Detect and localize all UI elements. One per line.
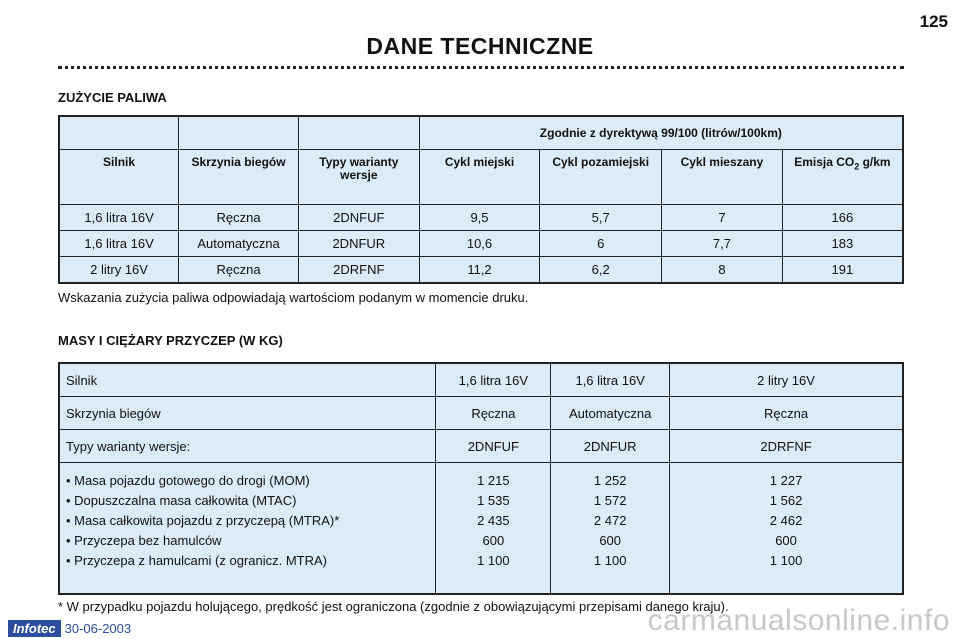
row-label-gearbox: Skrzynia biegów: [59, 397, 436, 430]
list-item: • Dopuszczalna masa całkowita (MTAC): [66, 491, 435, 511]
cell: 2DRFNF: [298, 257, 419, 284]
row-label-variants: Typy warianty wersje:: [59, 430, 436, 463]
cell: 1,6 litra 16V: [59, 205, 179, 231]
cell: 2DNFUR: [551, 430, 670, 463]
cell: 10,6: [419, 231, 540, 257]
cell: 5,7: [540, 205, 662, 231]
cell: 166: [782, 205, 903, 231]
footer-brand: [8, 620, 131, 637]
page-number: 125: [919, 12, 948, 31]
mass-values-col1: 1 215 1 535 2 435 600 1 100: [436, 463, 551, 595]
masses-table: [58, 362, 904, 595]
cell: 2DRFNF: [670, 430, 903, 463]
cell: 2 litry 16V: [59, 257, 179, 284]
directive-group-header: Zgodnie z dyrektywą 99/100 (litrów/100km): [419, 116, 903, 150]
cell: 2 litry 16V: [670, 363, 903, 397]
mass-values-col3: 1 227 1 562 2 462 600 1 100: [670, 463, 903, 595]
cell: 2DNFUF: [436, 430, 551, 463]
col-header-extra-urban: Cykl pozamiejski: [540, 150, 662, 205]
cell: 2DNFUF: [298, 205, 419, 231]
list-item: • Przyczepa z hamulcami (z ogranicz. MTRA): [66, 551, 435, 571]
section-heading-masses: MASY I CIĘŻARY PRZYCZEP (W KG): [58, 333, 283, 348]
cell: 1,6 litra 16V: [551, 363, 670, 397]
fuel-consumption-table: [58, 115, 904, 284]
table-row: [59, 397, 903, 430]
cell: 8: [662, 257, 783, 284]
table-row: [59, 231, 903, 257]
mass-items-list: [59, 463, 436, 595]
col-header-gearbox: Skrzynia biegów: [179, 150, 299, 205]
cell: 2DNFUR: [298, 231, 419, 257]
col-header-combined: Cykl mieszany: [662, 150, 783, 205]
cell: Ręczna: [179, 205, 299, 231]
row-label-engine: Silnik: [59, 363, 436, 397]
cell: 6,2: [540, 257, 662, 284]
empty-header-cell: [179, 116, 299, 150]
print-date: 30-06-2003: [64, 621, 132, 636]
section-heading-fuel: ZUŻYCIE PALIWA: [58, 90, 167, 105]
table-row: [59, 363, 903, 397]
empty-header-cell: [59, 116, 179, 150]
cell: 1,6 litra 16V: [59, 231, 179, 257]
fuel-note: Wskazania zużycia paliwa odpowiadają wartościom podanym w momencie druku.: [58, 290, 529, 305]
cell: Automatyczna: [179, 231, 299, 257]
cell: Ręczna: [179, 257, 299, 284]
page-title: DANE TECHNICZNE: [366, 33, 594, 59]
col-header-co2: Emisja $CO_2$ g/km: [782, 150, 903, 205]
cell: 7: [662, 205, 783, 231]
cell: 6: [540, 231, 662, 257]
watermark: carmanualsonline.info: [647, 604, 950, 637]
brand-logo: Infotec: [8, 620, 61, 637]
title-divider: [58, 66, 904, 69]
footnote: * W przypadku pojazdu holującego, prędkość jest ograniczona (zgodnie z obowiązującymi przepisami danego kraju).: [58, 599, 729, 614]
table-row: [59, 463, 903, 595]
table-row: [59, 205, 903, 231]
col-header-urban: Cykl miejski: [419, 150, 540, 205]
table-row: [59, 430, 903, 463]
table-row: [59, 257, 903, 284]
col-header-engine: Silnik: [59, 150, 179, 205]
empty-header-cell: [298, 116, 419, 150]
list-item: • Przyczepa bez hamulców: [66, 531, 435, 551]
col-header-variants: Typy warianty wersje: [298, 150, 419, 205]
list-item: • Masa pojazdu gotowego do drogi (MOM): [66, 471, 435, 491]
mass-values-col2: 1 252 1 572 2 472 600 1 100: [551, 463, 670, 595]
cell: 11,2: [419, 257, 540, 284]
list-item: • Masa całkowita pojazdu z przyczepą (MTRA)*: [66, 511, 435, 531]
cell: Ręczna: [436, 397, 551, 430]
cell: 191: [782, 257, 903, 284]
cell: Automatyczna: [551, 397, 670, 430]
cell: 183: [782, 231, 903, 257]
cell: Ręczna: [670, 397, 903, 430]
cell: 7,7: [662, 231, 783, 257]
cell: 9,5: [419, 205, 540, 231]
cell: 1,6 litra 16V: [436, 363, 551, 397]
